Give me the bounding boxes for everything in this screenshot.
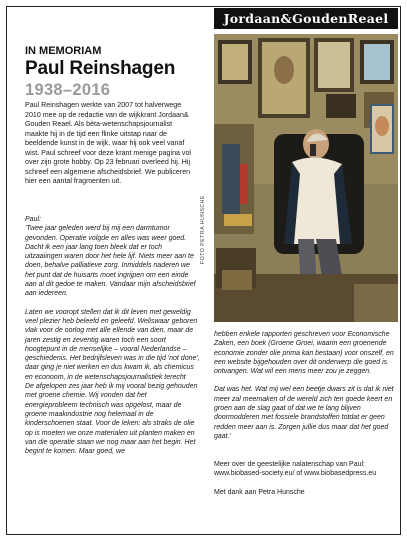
letter-column: [25, 215, 200, 456]
section-label: IN MEMORIAM: [25, 45, 102, 57]
photo-credit: FOTO PETRA HUNSCHE: [200, 195, 206, 265]
letter-paragraph: hebben enkele rapporten geschreven voor Economische Zaken, een boek (Groene Groei, waarin een groenende economie zonder olie prima kan bestaan) voor onszelf, en een website bijgehouden over dit onderwerp die goed is ontvangen. Wat wil een mens meer zou je zeggen.: [214, 331, 394, 376]
letter-greeting: Paul:: [25, 216, 41, 223]
page-title: Paul Reinshagen: [25, 58, 176, 79]
letter-paragraph: Dat was het. Wat mij wel een beetje dwars zit is dat ik niet meer zal meemaken of de wereld zich ten goede keert en groen aan de slag gaat of dat we te lang blijven doormodderen met fossiele brandstoffen totdat er geen redden meer aan is. Zorgen jullie dus maar dat het goed gaat.': [214, 386, 394, 440]
acknowledgement: Met dank aan Petra Hunsche: [214, 488, 305, 496]
letter-paragraph: Laten we vooropt stellen dat ik dit leven met geweldig veel plezier heb beleefd en geleefd. Weliswaar geboren vlak voor de oorlog met alle ellende van dien, maar de jaren zestig en zeventig waren toch een soort hoogtepunt in de menselijke – vooral Nederlandse – geschiedenis. Het bedrijfsleven was in die tijd 'not done', daar ging je niet werken en dus kwam ik, als chemicus en econoom, in de wetenschapsjournalistiek terecht: [25, 308, 200, 381]
more-info-note: Meer over de geestelijke nalatenschap van Paul: www.biobased-society.eu/ of www.biobasedpress.eu: [214, 461, 377, 478]
masthead-text: Jordaan&GoudenReael: [223, 11, 389, 26]
life-years: 1938–2016: [25, 81, 111, 99]
portrait-photo-illustration: [214, 34, 398, 322]
letter-paragraph: De afgelopen zes jaar heb ik mij vooral bezig gehouden met groene chemie. Wij vonden dat het energieprobleem technisch was opgelost, maar de groene maakindustrie nog helemaal in de kinderschoenen staat. Voor de leken: als straks de olie op is moeten we onze materialen uit planten maken en van die operatie staan we nog maar aan het begin. Het begint te komen. Maar goed, we: [25, 383, 198, 456]
letter-paragraph: 'Twee jaar geleden werd bij mij een darmtumor gevonden. Operatie volgde en alles was weer goed. Dacht ik een jaar lang toen bleek dat er toch uitzaaiingen waren door het hele lijf. Niets meer aan te doen, behalve palliatieve zorg. Inmiddels naderen we het punt dat de huisarts moet ingrijpen om een einde aan al dit gedoe te maken. Vandaar mijn afscheidsbrief aan iedereen.: [25, 225, 196, 298]
closing-notes: [214, 460, 396, 497]
letter-continuation: [214, 330, 396, 441]
portrait-photo: [214, 34, 398, 322]
intro-paragraph: Paul Reinshagen werkte van 2007 tot halverwege 2010 mee op de redactie van de wijkkrant Jordaan& Gouden Reael. Als bèta-wetenschapsjournalist maakte hij in de tijd een flinke uitstap naar de beeldende kunst in de wijk, waar hij ook veel vanaf wist. Paul schreef voor deze krant menige pagina vol over zijn grote hobby. Op 23 februari overleed hij. Hij schreef een algemene afscheidsbrief. We publiceren hier een aantal fragmenten uit.: [25, 101, 192, 186]
masthead: [214, 8, 398, 29]
